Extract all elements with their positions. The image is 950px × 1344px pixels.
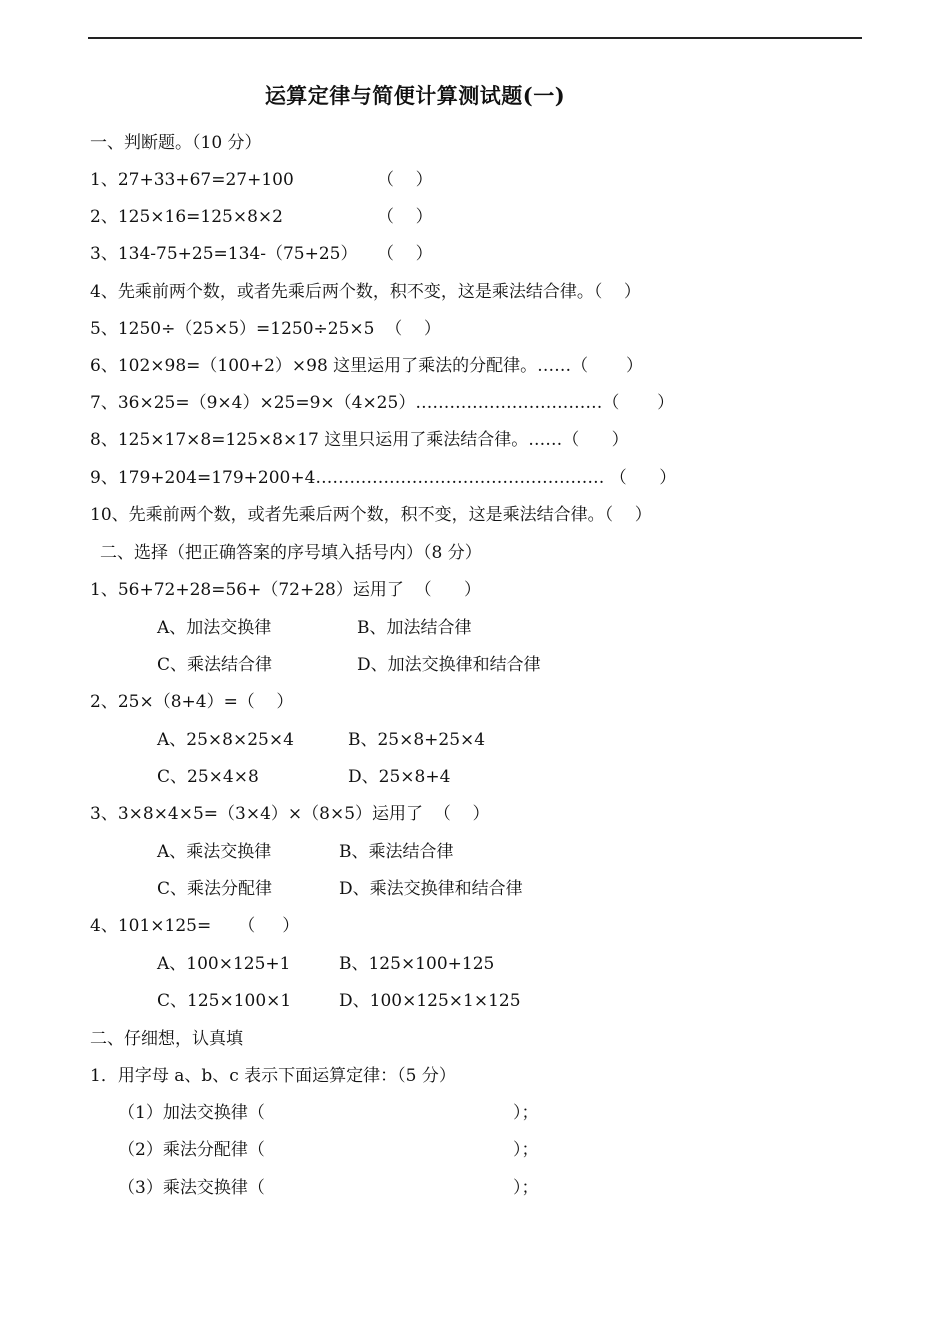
choice-3-option-a[interactable]: A、乘法交换律 (157, 842, 272, 862)
judge-item-10: 10、先乘前两个数，或者先乘后两个数，积不变，这是乘法结合律。（ ） (90, 505, 652, 525)
judge-item-4: 4、先乘前两个数，或者先乘后两个数，积不变，这是乘法结合律。（ ） (90, 282, 641, 302)
choice-2-option-b[interactable]: B、25×8+25×4 (348, 730, 486, 750)
choice-2-option-a[interactable]: A、25×8×25×4 (157, 730, 294, 750)
fill-sub-2-label: （2）乘法分配律（ (118, 1140, 265, 1160)
judge-item-2-blank[interactable]: （ ） (377, 207, 433, 227)
fill-sub-2-close: ）； (513, 1140, 539, 1160)
judge-item-1-blank[interactable]: （ ） (377, 170, 433, 190)
judge-item-7: 7、36×25=（9×4）×25=9×（4×25）……………………………（ ） (90, 393, 675, 413)
fill-sub-1-blank[interactable] (270, 1102, 510, 1124)
fill-sub-1-label: （1）加法交换律（ (118, 1103, 265, 1123)
fill-question-1: 1．用字母 a、b、c 表示下面运算定律：（5 分） (90, 1066, 456, 1086)
choice-4-option-a[interactable]: A、100×125+1 (157, 954, 291, 974)
choice-4-option-b[interactable]: B、125×100+125 (339, 954, 495, 974)
judge-item-9: 9、179+204=179+200+4…………………………………………… （ ） (90, 468, 677, 488)
section-3-heading: 二、仔细想，认真填 (90, 1029, 243, 1049)
choice-1-option-b[interactable]: B、加法结合律 (357, 618, 472, 638)
judge-item-2: 2、125×16=125×8×2 (90, 207, 283, 227)
choice-question-3: 3、3×8×4×5=（3×4）×（8×5）运用了 （ ） (90, 804, 490, 824)
fill-sub-2-blank[interactable] (270, 1139, 510, 1161)
choice-3-option-c[interactable]: C、乘法分配律 (157, 879, 273, 899)
choice-3-option-d[interactable]: D、乘法交换律和结合律 (339, 879, 523, 899)
choice-3-option-b[interactable]: B、乘法结合律 (339, 842, 454, 862)
choice-2-option-d[interactable]: D、25×8+4 (348, 767, 451, 787)
judge-item-3-blank[interactable]: （ ） (377, 244, 433, 264)
page-title: 运算定律与简便计算测试题(一) (264, 83, 566, 108)
fill-sub-3-label: （3）乘法交换律（ (118, 1178, 265, 1198)
fill-sub-3-close: ）； (513, 1178, 539, 1198)
choice-question-4: 4、101×125= （ ） (90, 916, 300, 936)
choice-question-2: 2、25×（8+4）=（ ） (90, 692, 294, 712)
choice-4-option-c[interactable]: C、125×100×1 (157, 991, 292, 1011)
fill-sub-1-close: ）； (513, 1103, 539, 1123)
fill-sub-3-blank[interactable] (270, 1177, 510, 1199)
judge-item-1: 1、27+33+67=27+100 (90, 170, 294, 190)
choice-1-option-d[interactable]: D、加法交换律和结合律 (357, 655, 541, 675)
judge-item-5: 5、1250÷（25×5）=1250÷25×5 （ ） (90, 319, 441, 339)
choice-2-option-c[interactable]: C、25×4×8 (157, 767, 259, 787)
judge-item-8: 8、125×17×8=125×8×17 这里只运用了乘法结合律。……（ ） (90, 430, 629, 450)
judge-item-6: 6、102×98=（100+2）×98 这里运用了乘法的分配律。……（ ） (90, 356, 643, 376)
choice-4-option-d[interactable]: D、100×125×1×125 (339, 991, 521, 1011)
section-2-heading: 二、选择（把正确答案的序号填入括号内）（8 分） (100, 543, 482, 563)
top-rule (88, 37, 862, 39)
judge-item-3: 3、134-75+25=134-（75+25） (90, 244, 358, 264)
choice-question-1: 1、56+72+28=56+（72+28）运用了 （ ） (90, 580, 482, 600)
section-1-heading: 一、判断题。（10 分） (90, 133, 262, 153)
choice-1-option-c[interactable]: C、乘法结合律 (157, 655, 273, 675)
choice-1-option-a[interactable]: A、加法交换律 (157, 618, 272, 638)
